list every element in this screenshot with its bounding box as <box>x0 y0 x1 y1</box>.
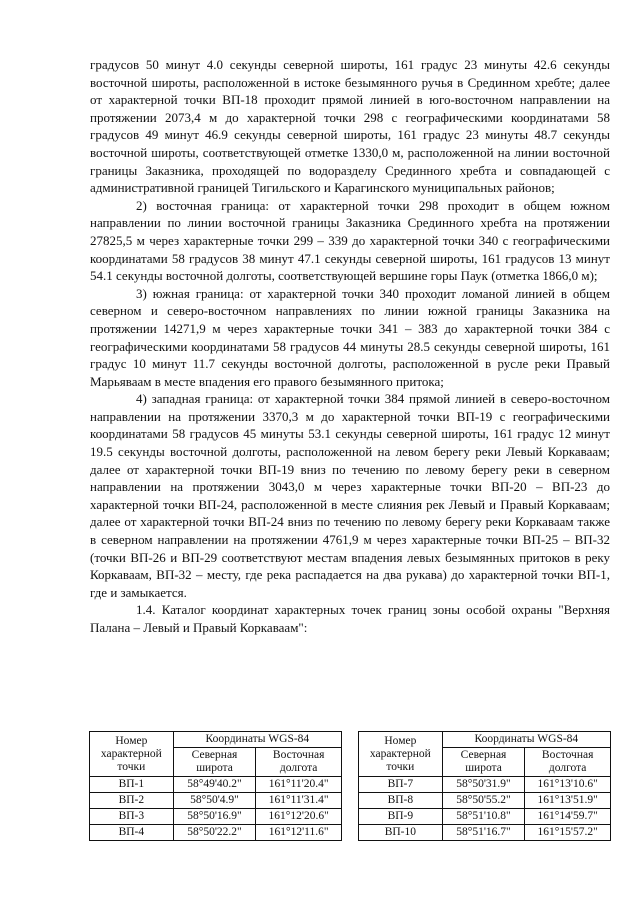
table-row <box>90 793 342 809</box>
paragraph-southern-boundary: 3) южная граница: от характерной точки 340 проходит ломаной линией в общем северном и северо-восточном направлениях по линии южной границы Заказника на протяжении 14271,9 м через характерные точки 341 – 383 до характерной точки 384 с географическими координатами 58 градусов 44 минуты 28.5 секунды северной широты, 161 градус 10 минут 11.7 секунды восточной долготы, расположенной в русле реки Правый Марьяваам в месте впадения его правого безымянного притока; <box>90 285 610 389</box>
latitude-cell: 58°50'22.2" <box>173 825 256 841</box>
longitude-cell: 161°11'31.4" <box>256 793 342 809</box>
point-cell: ВП-3 <box>90 809 174 825</box>
table-row <box>90 825 342 841</box>
paragraph-catalog-heading: 1.4. Каталог координат характерных точек границ зоны особой охраны "Верхняя Палана – Левый и Правый Коркаваам": <box>90 602 610 635</box>
header-latitude: Северная широта <box>442 748 525 777</box>
longitude-cell: 161°13'51.9" <box>525 793 611 809</box>
header-coords-group: Координаты WGS-84 <box>173 732 341 748</box>
header-coords-group: Координаты WGS-84 <box>442 732 610 748</box>
header-point-number: Номер характерной точки <box>359 732 443 777</box>
longitude-cell: 161°11'20.4" <box>256 777 342 793</box>
coordinate-tables <box>89 731 611 841</box>
longitude-cell: 161°12'20.6" <box>256 809 342 825</box>
table-row <box>359 825 611 841</box>
paragraph-northern-boundary-end: градусов 50 минут 4.0 секунды северной широты, 161 градус 23 минуты 42.6 секунды восточной широты, расположенной в истоке безымянного ручья в Срединном хребте; далее от характерной точки ВП-18 проходит прямой линией в юго-восточном направлении на протяжении 2073,4 м до характерной точки 298 с географическими координатами 58 градусов 49 минут 46.9 секунды северной широты, 161 градус 23 минуты 48.7 секунды восточной широты, соответствующей отметке 1330,0 м, расположенной на линии восточной границы Заказника, проходящей по водоразделу Срединного хребта и совпадающей с административной границей Тигильского и Карагинского муниципальных районов; <box>90 57 610 196</box>
coordinate-table-right <box>358 731 611 841</box>
latitude-cell: 58°50'4.9" <box>173 793 256 809</box>
latitude-cell: 58°50'31.9" <box>442 777 525 793</box>
longitude-cell: 161°15'57.2" <box>525 825 611 841</box>
latitude-cell: 58°51'10.8" <box>442 809 525 825</box>
table-row <box>359 809 611 825</box>
header-longitude: Восточная долгота <box>256 748 342 777</box>
latitude-cell: 58°49'40.2" <box>173 777 256 793</box>
table-row <box>90 809 342 825</box>
point-cell: ВП-4 <box>90 825 174 841</box>
paragraph-western-boundary: 4) западная граница: от характерной точки 384 прямой линией в северо-восточном направлении на протяжении 3370,3 м до характерной точки ВП-19 с географическими координатами 58 градусов 45 минуты 53.1 секунды северной широты, 161 градус 12 минут 19.5 секунды восточной долготы, расположенной на левом берегу реки Левый Коркаваам; далее от характерной точки ВП-19 вниз по течению по левому берегу реки в северном направлении на протяжении 3043,0 м через характерные точки ВП-20 – ВП-23 до характерной точки ВП-24, расположенной в месте слияния рек Левый и Правый Коркаваам; далее от характерной точки ВП-24 вниз по течению по левому берегу реки Коркаваам также в северном направлении на протяжении 4761,9 м через характерные точки ВП-25 – ВП-32 (точки ВП-26 и ВП-29 соответствуют местам впадения левых безымянных притоков в реку Коркаваам, ВП-32 – месту, где река распадается на два рукава) до характерной точки ВП-1, где и замыкается. <box>90 391 610 600</box>
table-row <box>359 793 611 809</box>
longitude-cell: 161°14'59.7" <box>525 809 611 825</box>
header-latitude: Северная широта <box>173 748 256 777</box>
point-cell: ВП-2 <box>90 793 174 809</box>
table-row <box>90 777 342 793</box>
document-body <box>90 56 610 637</box>
latitude-cell: 58°50'16.9" <box>173 809 256 825</box>
point-cell: ВП-7 <box>359 777 443 793</box>
header-longitude: Восточная долгота <box>525 748 611 777</box>
header-point-number: Номер характерной точки <box>90 732 174 777</box>
latitude-cell: 58°50'55.2" <box>442 793 525 809</box>
point-cell: ВП-10 <box>359 825 443 841</box>
point-cell: ВП-9 <box>359 809 443 825</box>
point-cell: ВП-1 <box>90 777 174 793</box>
point-cell: ВП-8 <box>359 793 443 809</box>
paragraph-eastern-boundary: 2) восточная граница: от характерной точки 298 проходит в общем южном направлении по линии восточной границы Заказника Срединного хребта на протяжении 27825,5 м через характерные точки 299 – 339 до характерной точки 340 с географическими координатами 58 градусов 38 минут 47.1 секунды северной широты, 161 градусов 13 минут 54.1 секунды восточной долготы, соответствующей вершине горы Паук (отметка 1866,0 м); <box>90 197 610 284</box>
table-row <box>359 777 611 793</box>
latitude-cell: 58°51'16.7" <box>442 825 525 841</box>
longitude-cell: 161°12'11.6" <box>256 825 342 841</box>
longitude-cell: 161°13'10.6" <box>525 777 611 793</box>
coordinate-table-left <box>89 731 342 841</box>
